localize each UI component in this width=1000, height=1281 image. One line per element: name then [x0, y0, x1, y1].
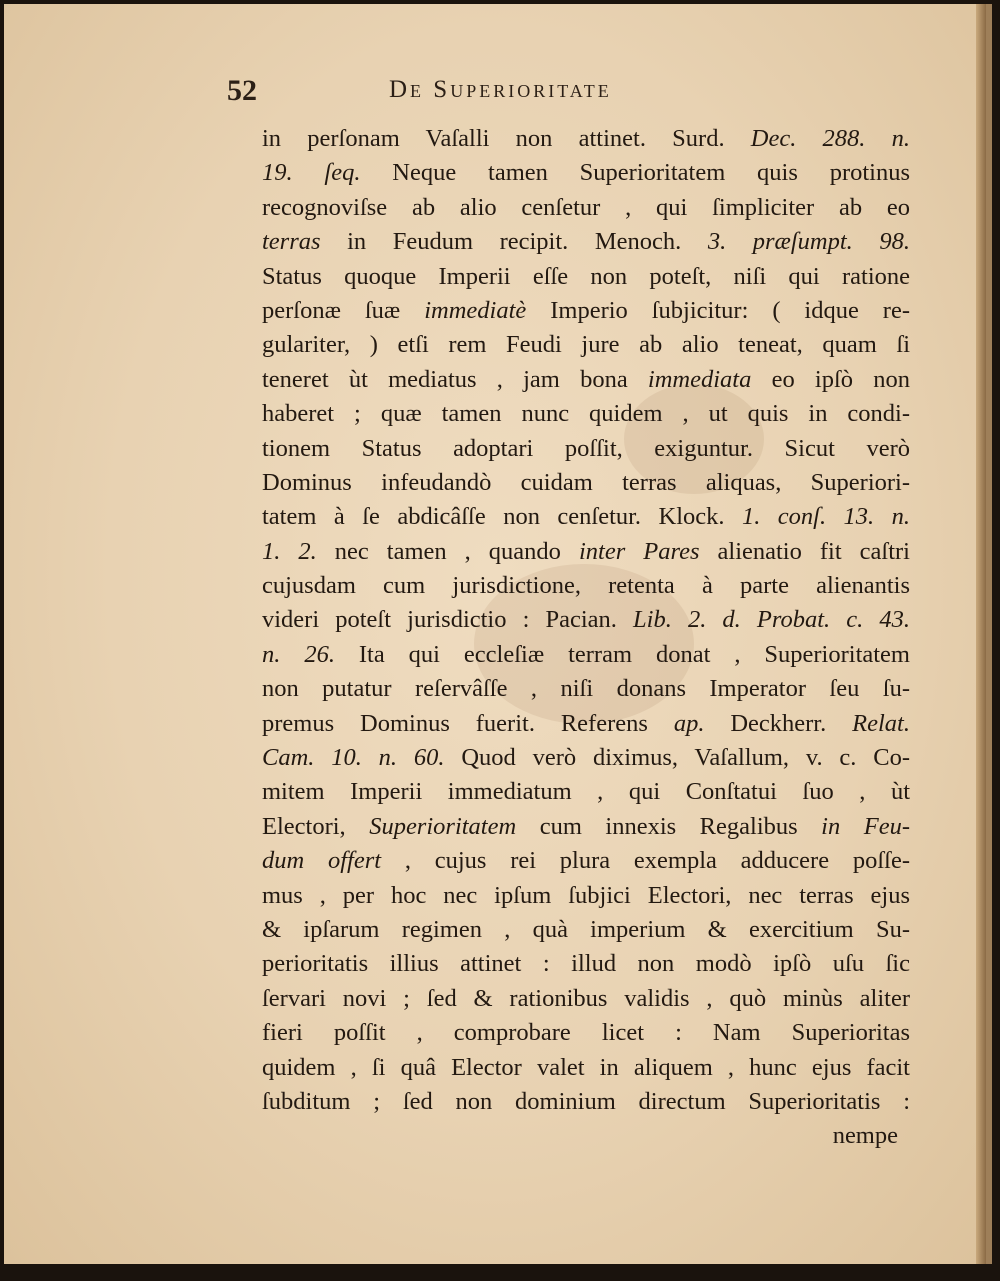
- text-line: [262, 707, 910, 741]
- text-segment: 1. 2.: [262, 537, 317, 565]
- text-segment: fieri poſſit , comprobare licet : Nam Superioritas: [262, 1019, 910, 1047]
- text-segment: immediata: [647, 365, 752, 393]
- text-segment: Dec. 288. n.: [750, 125, 910, 152]
- text-line: [262, 225, 910, 259]
- text-segment: mitem Imperii immediatum , qui Conſtatui ſuo , ùt: [262, 778, 910, 806]
- text-line: [262, 638, 910, 672]
- text-line: [262, 432, 910, 466]
- text-line: [262, 122, 910, 156]
- text-line: [262, 156, 910, 190]
- text-segment: Cam. 10. n. 60.: [262, 744, 445, 772]
- text-segment: cum innexis Regalibus: [516, 812, 822, 840]
- text-line: [262, 844, 910, 878]
- text-segment: perſonæ ſuæ: [262, 296, 425, 324]
- running-head: De Superioritate: [389, 76, 612, 103]
- text-segment: Deckherr.: [704, 709, 853, 737]
- text-line: [262, 569, 910, 603]
- catchword: nempe: [832, 1122, 898, 1150]
- text-segment: ſubditum ; ſed non dominium directum Superioritatis :: [262, 1087, 910, 1115]
- text-segment: non putatur reſervâſſe , niſi donans Imperator ſeu ſu-: [262, 675, 910, 703]
- text-segment: & ipſarum regimen , quà imperium & exercitium Su-: [262, 915, 910, 943]
- text-line: [262, 603, 910, 637]
- text-line: [262, 775, 910, 809]
- text-segment: Electori,: [262, 812, 370, 840]
- text-line: [262, 260, 910, 294]
- text-segment: recognoviſse ab alio cenſetur , qui ſimpliciter ab eo: [262, 193, 910, 221]
- text-line: [262, 672, 910, 706]
- text-segment: mus , per hoc nec ipſum ſubjici Electori, nec terras ejus: [262, 881, 910, 909]
- text-line: [262, 328, 910, 362]
- page-number: 52: [227, 74, 257, 107]
- text-segment: nec tamen , quando: [316, 537, 579, 565]
- body-text: [262, 122, 910, 1154]
- text-segment: dum offert: [262, 847, 382, 875]
- text-segment: Neque tamen Superioritatem quis protinus: [360, 159, 910, 187]
- text-segment: in perſonam Vaſalli non attinet. Surd.: [262, 125, 751, 152]
- text-line: [262, 397, 910, 431]
- text-segment: eo ipſò non: [751, 365, 910, 393]
- text-segment: cujusdam cum jurisdictione, retenta à parte alienantis: [262, 572, 910, 600]
- text-line: [262, 1051, 910, 1085]
- text-segment: 3. præſumpt. 98.: [707, 228, 910, 256]
- page-edge: [976, 4, 986, 1264]
- text-segment: , cujus rei plura exempla adducere poſſe-: [381, 847, 910, 875]
- text-segment: videri poteſt jurisdictio : Pacian.: [262, 606, 634, 634]
- text-line: [262, 363, 910, 397]
- text-segment: teneret ùt mediatus , jam bona: [262, 365, 648, 393]
- text-segment: Dominus infeudandò cuidam terras aliquas, Superiori-: [262, 468, 910, 496]
- text-line: [262, 810, 910, 844]
- text-segment: Quod verò diximus, Vaſallum, v. c. Co-: [444, 744, 910, 772]
- text-segment: ap.: [673, 709, 705, 737]
- text-segment: Ita qui eccleſiæ terram donat , Superioritatem: [334, 640, 910, 668]
- text-segment: premus Dominus fuerit. Referens: [262, 709, 674, 737]
- text-segment: ſervari novi ; ſed & rationibus validis , quò minùs aliter: [262, 984, 910, 1012]
- text-segment: haberet ; quæ tamen nunc quidem , ut quis in condi-: [262, 400, 910, 428]
- text-segment: 19. ſeq.: [262, 159, 361, 187]
- text-line: [262, 982, 910, 1016]
- text-line: [262, 879, 910, 913]
- text-line: [262, 466, 910, 500]
- text-segment: gulariter, ) etſi rem Feudi jure ab alio teneat, quam ſi: [262, 331, 910, 359]
- text-line: [262, 294, 910, 328]
- text-segment: terras: [262, 228, 321, 256]
- text-segment: Imperio ſubjicitur: ( idque re-: [526, 296, 910, 324]
- text-line: [262, 500, 910, 534]
- text-segment: perioritatis illius attinet : illud non modò ipſò uſu ſic: [262, 950, 910, 978]
- text-segment: Relat.: [852, 709, 910, 737]
- text-line: [262, 913, 910, 947]
- text-segment: alienatio fit caſtri: [699, 537, 910, 565]
- text-segment: immediatè: [424, 296, 527, 324]
- text-segment: in Feu-: [821, 812, 910, 840]
- text-segment: quidem , ſi quâ Elector valet in aliquem , hunc ejus facit: [262, 1053, 910, 1081]
- text-line: [262, 191, 910, 225]
- text-line: [262, 741, 910, 775]
- text-segment: Superioritatem: [369, 812, 517, 840]
- text-segment: tatem à ſe abdicâſſe non cenſetur. Klock.: [262, 503, 742, 531]
- text-segment: tionem Status adoptari poſſit, exiguntur. Sicut verò: [262, 434, 910, 462]
- book-page: [4, 4, 992, 1264]
- text-line: [262, 1016, 910, 1050]
- text-line: [262, 1085, 910, 1119]
- text-line: [262, 947, 910, 981]
- text-segment: 1. conſ. 13. n.: [741, 503, 910, 531]
- text-line: [262, 535, 910, 569]
- text-segment: inter Pares: [578, 537, 700, 565]
- text-segment: in Feudum recipit. Menoch.: [320, 228, 708, 256]
- text-segment: Status quoque Imperii eſſe non poteſt, niſi qui ratione: [262, 262, 910, 290]
- text-segment: Lib. 2. d. Probat. c. 43.: [633, 606, 910, 634]
- text-segment: n. 26.: [262, 640, 335, 668]
